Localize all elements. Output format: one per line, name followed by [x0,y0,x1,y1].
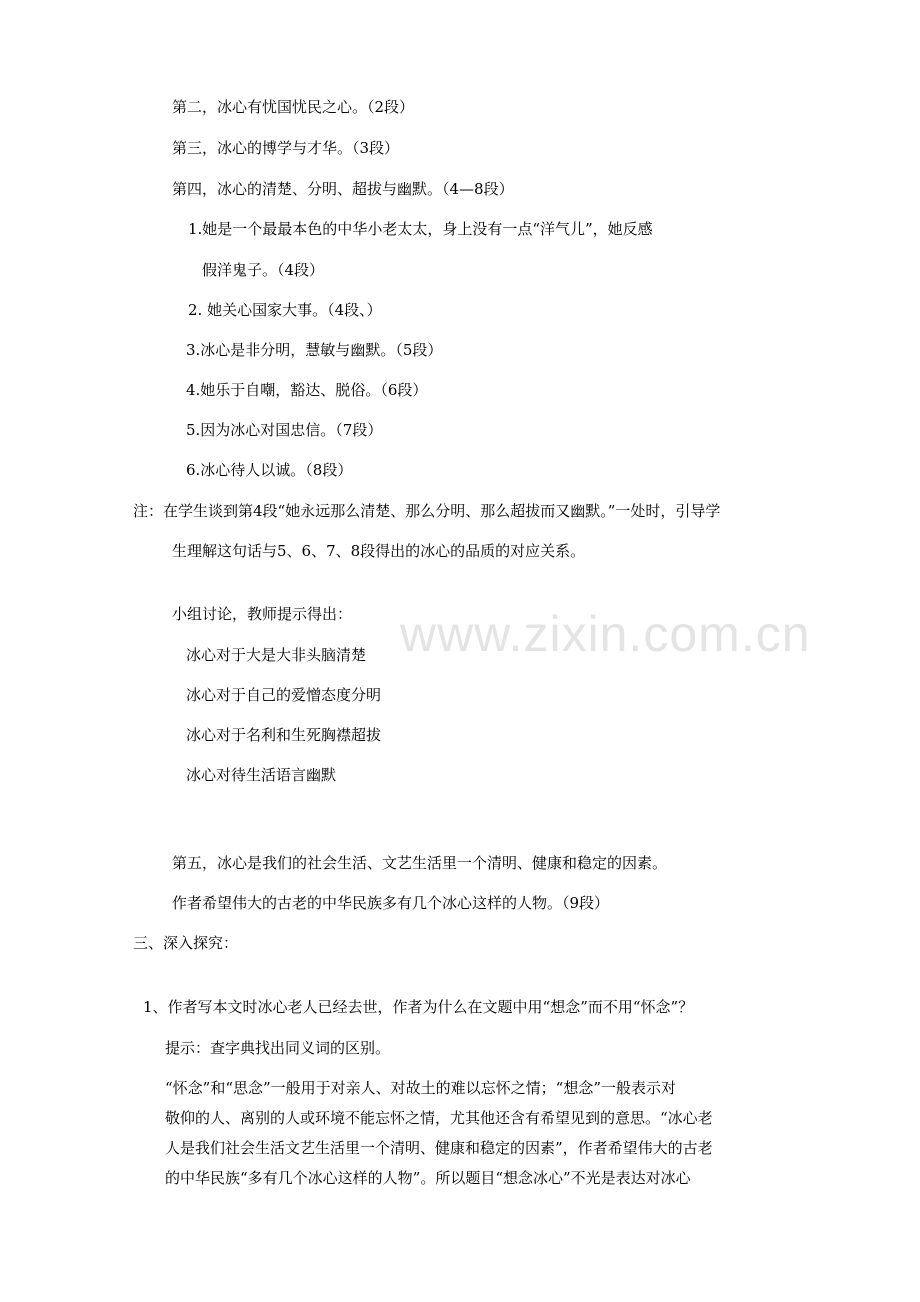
note-line-1: 注：在学生谈到第4段“她永远那么清楚、那么分明、那么超拔而又幽默。”一处时，引导学 [133,502,721,520]
sub-item-2-line: 2. 她关心国家大事。（4段、） [188,301,382,319]
sub-item-5-line: 5.因为冰心对国忠信。（7段） [186,421,383,439]
sub-item-4-line: 4.她乐于自嘲，豁达、脱俗。（6段） [186,381,428,399]
section-three-heading: 三、深入探究： [133,934,239,952]
point-three-line: 第三，冰心的博学与才华。（3段） [172,139,400,157]
answer-line-4: 的中华民族“多有几个冰心这样的人物”。所以题目“想念冰心”不光是表达对冰心 [165,1169,691,1187]
point-five-line: 第五，冰心是我们的社会生活、文艺生活里一个清明、健康和稳定的因素。 [172,854,668,872]
conclusion-line-4: 冰心对待生活语言幽默 [186,766,337,784]
sub-item-1-continuation: 假洋鬼子。（4段） [202,261,325,279]
hint-line: 提示：查字典找出同义词的区别。 [165,1039,391,1057]
watermark: www.zixin.com.cn [400,606,811,662]
conclusion-line-2: 冰心对于自己的爱憎态度分明 [186,686,382,704]
sub-item-6-line: 6.冰心待人以诚。（8段） [186,461,353,479]
conclusion-line-1: 冰心对于大是大非头脑清楚 [186,646,367,664]
point-two-line: 第二，冰心有忧国忧民之心。（2段） [172,98,415,116]
answer-line-1: “怀念”和“思念”一般用于对亲人、对故土的难以忘怀之情；“想念”一般表示对 [165,1079,677,1097]
answer-line-3: 人是我们社会生活文艺生活里一个清明、健康和稳定的因素”，作者希望伟大的古老 [165,1139,713,1157]
note-line-2: 生理解这句话与5、6、7、8段得出的冰心的品质的对应关系。 [172,542,586,560]
point-four-line: 第四，冰心的清楚、分明、超拔与幽默。（4—8段） [172,180,514,198]
answer-line-2: 敬仰的人、离别的人或环境不能忘怀之情，尤其他还含有希望见到的意思。“冰心老 [165,1109,713,1127]
sub-item-3-line: 3.冰心是非分明，慧敏与幽默。（5段） [186,341,443,359]
group-discussion-line: 小组讨论，教师提示得出： [172,605,353,623]
point-five-continuation: 作者希望伟大的古老的中华民族多有几个冰心这样的人物。（9段） [172,894,610,912]
question-1-line: 1、作者写本文时冰心老人已经去世，作者为什么在文题中用“想念”而不用“怀念”？ [143,998,694,1016]
conclusion-line-3: 冰心对于名利和生死胸襟超拔 [186,726,382,744]
sub-item-1-line: 1.她是一个最最本色的中华小老太太，身上没有一点“洋气儿”，她反感 [188,220,653,238]
